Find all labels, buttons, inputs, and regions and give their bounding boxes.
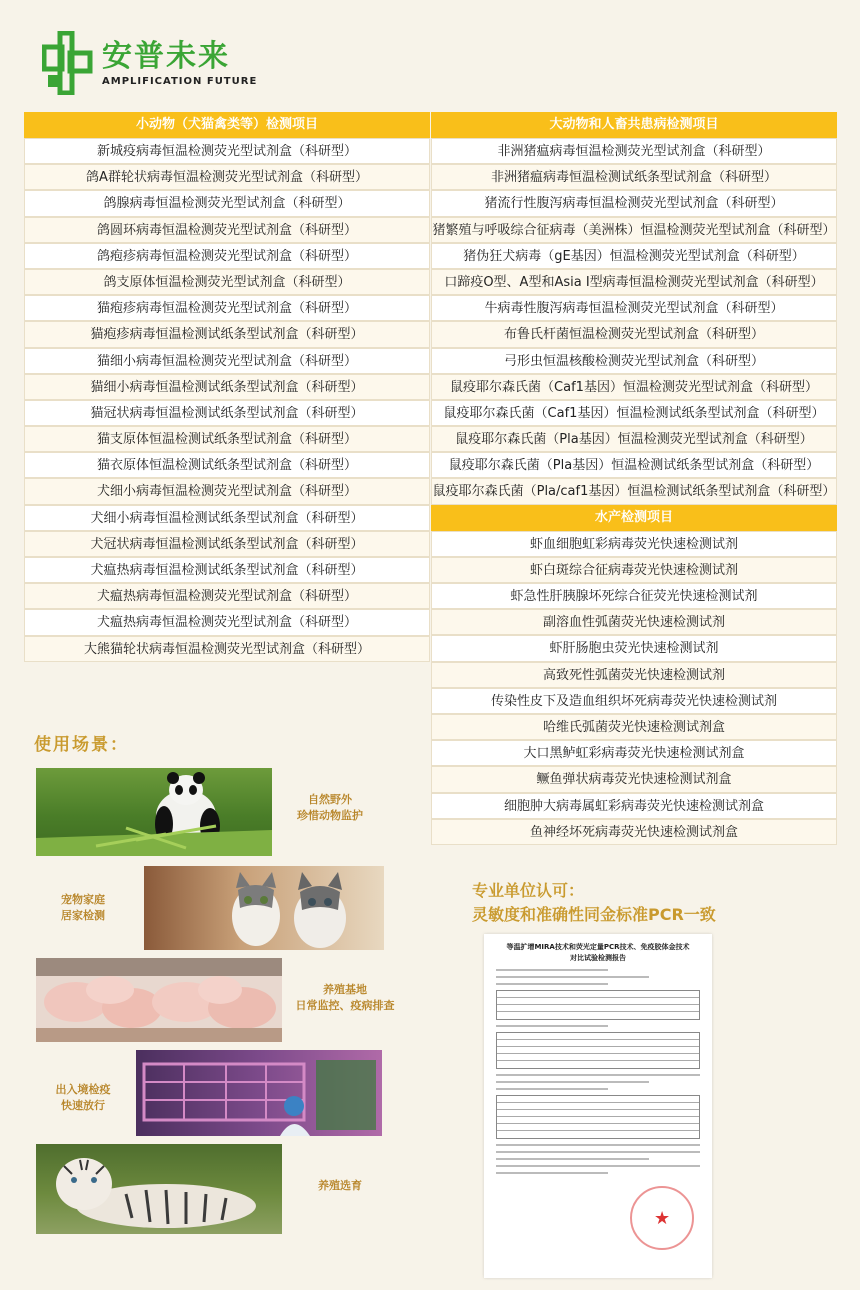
aquatic-item: 高致死性弧菌荧光快速检测试剂 xyxy=(431,662,837,688)
large-animal-item: 非洲猪瘟病毒恒温检测荧光型试剂盒（科研型） xyxy=(431,138,837,164)
aquatic-item: 鳜鱼弹状病毒荧光快速检测试剂盒 xyxy=(431,766,837,792)
scene-label-pet: 宠物家庭 居家检测 xyxy=(61,893,105,922)
small-animal-item: 犬瘟热病毒恒温检测荧光型试剂盒（科研型） xyxy=(24,609,430,635)
small-animal-item: 鸽支原体恒温检测荧光型试剂盒（科研型） xyxy=(24,269,430,295)
aquatic-item: 哈维氏弧菌荧光快速检测试剂盒 xyxy=(431,714,837,740)
aquatic-item: 鱼神经坏死病毒荧光快速检测试剂盒 xyxy=(431,819,837,845)
white-tiger-photo xyxy=(36,1144,282,1234)
aquatic-item: 传染性皮下及造血组织坏死病毒荧光快速检测试剂 xyxy=(431,688,837,714)
stamp-star-icon: ★ xyxy=(654,1208,671,1229)
large-animal-item: 鼠疫耶尔森氏菌（Pla基因）恒温检测试纸条型试剂盒（科研型） xyxy=(431,452,837,478)
scene-label-breeding: 养殖选育 xyxy=(318,1179,362,1192)
usage-section-title: 使用场景： xyxy=(34,735,129,755)
large-animal-item: 布鲁氏杆菌恒温检测荧光型试剂盒（科研型） xyxy=(431,321,837,347)
report-title-line1: 等温扩增MIRA技术和荧光定量PCR技术、免疫胶体金技术 xyxy=(506,943,690,951)
large-animal-item: 鼠疫耶尔森氏菌（Pla基因）恒温检测荧光型试剂盒（科研型） xyxy=(431,426,837,452)
small-animal-table-header: 小动物（犬猫禽类等）检测项目 xyxy=(24,112,430,138)
kittens-photo xyxy=(144,866,384,950)
test-report-document xyxy=(484,934,712,1278)
aquatic-item: 虾急性肝胰腺坏死综合征荧光快速检测试剂 xyxy=(431,583,837,609)
small-animal-item: 犬细小病毒恒温检测荧光型试剂盒（科研型） xyxy=(24,478,430,504)
aquatic-item: 虾白斑综合征病毒荧光快速检测试剂 xyxy=(431,557,837,583)
small-animal-item: 猫疱疹病毒恒温检测试纸条型试剂盒（科研型） xyxy=(24,321,430,347)
small-animal-item: 鸽疱疹病毒恒温检测荧光型试剂盒（科研型） xyxy=(24,243,430,269)
small-animal-table xyxy=(24,112,430,662)
large-animal-table-header: 大动物和人畜共患病检测项目 xyxy=(431,112,837,138)
report-title-line2: 对比试验检测报告 xyxy=(570,954,626,962)
small-animal-item: 鸽A群轮状病毒恒温检测荧光型试剂盒（科研型） xyxy=(24,164,430,190)
small-animal-item: 猫支原体恒温检测试纸条型试剂盒（科研型） xyxy=(24,426,430,452)
large-animal-item: 弓形虫恒温核酸检测荧光型试剂盒（科研型） xyxy=(431,348,837,374)
aquatic-table-header: 水产检测项目 xyxy=(431,505,837,531)
large-animal-item: 非洲猪瘟病毒恒温检测试纸条型试剂盒（科研型） xyxy=(431,164,837,190)
brand-name-cn: 安普未来 xyxy=(102,38,230,74)
large-animal-item: 口蹄疫O型、A型和Asia I型病毒恒温检测荧光型试剂盒（科研型） xyxy=(431,269,837,295)
brand-logo xyxy=(42,28,257,98)
cert-title-line2: 灵敏度和准确性同金标准PCR一致 xyxy=(472,905,716,924)
logo-mark-icon xyxy=(42,31,94,95)
small-animal-item: 犬冠状病毒恒温检测试纸条型试剂盒（科研型） xyxy=(24,531,430,557)
panda-photo xyxy=(36,768,272,856)
quarantine-truck-photo xyxy=(136,1050,382,1136)
scene-label-quarantine: 出入境检疫 快速放行 xyxy=(55,1083,111,1112)
small-animal-item: 鸽圆环病毒恒温检测荧光型试剂盒（科研型） xyxy=(24,217,430,243)
small-animal-item: 猫细小病毒恒温检测试纸条型试剂盒（科研型） xyxy=(24,374,430,400)
small-animal-item: 犬细小病毒恒温检测试纸条型试剂盒（科研型） xyxy=(24,505,430,531)
aquatic-item: 副溶血性弧菌荧光快速检测试剂 xyxy=(431,609,837,635)
large-animal-item: 鼠疫耶尔森氏菌（Pla/caf1基因）恒温检测试纸条型试剂盒（科研型） xyxy=(431,478,837,504)
scene-label-wild: 自然野外 珍惜动物监护 xyxy=(297,793,363,822)
large-animal-item: 猪伪狂犬病毒（gE基因）恒温检测荧光型试剂盒（科研型） xyxy=(431,243,837,269)
small-animal-item: 猫细小病毒恒温检测荧光型试剂盒（科研型） xyxy=(24,348,430,374)
aquatic-item: 虾肝肠胞虫荧光快速检测试剂 xyxy=(431,635,837,661)
large-animal-item: 鼠疫耶尔森氏菌（Caf1基因）恒温检测试纸条型试剂盒（科研型） xyxy=(431,400,837,426)
small-animal-item: 新城疫病毒恒温检测荧光型试剂盒（科研型） xyxy=(24,138,430,164)
pigs-photo xyxy=(36,958,282,1042)
scene-label-farm: 养殖基地 日常监控、疫病排查 xyxy=(295,983,395,1012)
cert-title-line1: 专业单位认可： xyxy=(472,881,585,900)
small-animal-item: 猫疱疹病毒恒温检测荧光型试剂盒（科研型） xyxy=(24,295,430,321)
large-animal-item: 猪繁殖与呼吸综合征病毒（美洲株）恒温检测荧光型试剂盒（科研型） xyxy=(431,217,837,243)
small-animal-item: 犬瘟热病毒恒温检测试纸条型试剂盒（科研型） xyxy=(24,557,430,583)
small-animal-item: 犬瘟热病毒恒温检测荧光型试剂盒（科研型） xyxy=(24,583,430,609)
small-animal-item: 鸽腺病毒恒温检测荧光型试剂盒（科研型） xyxy=(24,190,430,216)
large-animal-table xyxy=(431,112,837,845)
aquatic-item: 细胞肿大病毒属虹彩病毒荧光快速检测试剂盒 xyxy=(431,793,837,819)
large-animal-item: 猪流行性腹泻病毒恒温检测荧光型试剂盒（科研型） xyxy=(431,190,837,216)
brand-name-en: AMPLIFICATION FUTURE xyxy=(102,75,258,87)
large-animal-item: 鼠疫耶尔森氏菌（Caf1基因）恒温检测荧光型试剂盒（科研型） xyxy=(431,374,837,400)
small-animal-item: 大熊猫轮状病毒恒温检测荧光型试剂盒（科研型） xyxy=(24,636,430,662)
small-animal-item: 猫衣原体恒温检测试纸条型试剂盒（科研型） xyxy=(24,452,430,478)
aquatic-item: 虾血细胞虹彩病毒荧光快速检测试剂 xyxy=(431,531,837,557)
aquatic-item: 大口黑鲈虹彩病毒荧光快速检测试剂盒 xyxy=(431,740,837,766)
official-stamp-icon xyxy=(630,1186,694,1250)
small-animal-item: 猫冠状病毒恒温检测试纸条型试剂盒（科研型） xyxy=(24,400,430,426)
large-animal-item: 牛病毒性腹泻病毒恒温检测荧光型试剂盒（科研型） xyxy=(431,295,837,321)
